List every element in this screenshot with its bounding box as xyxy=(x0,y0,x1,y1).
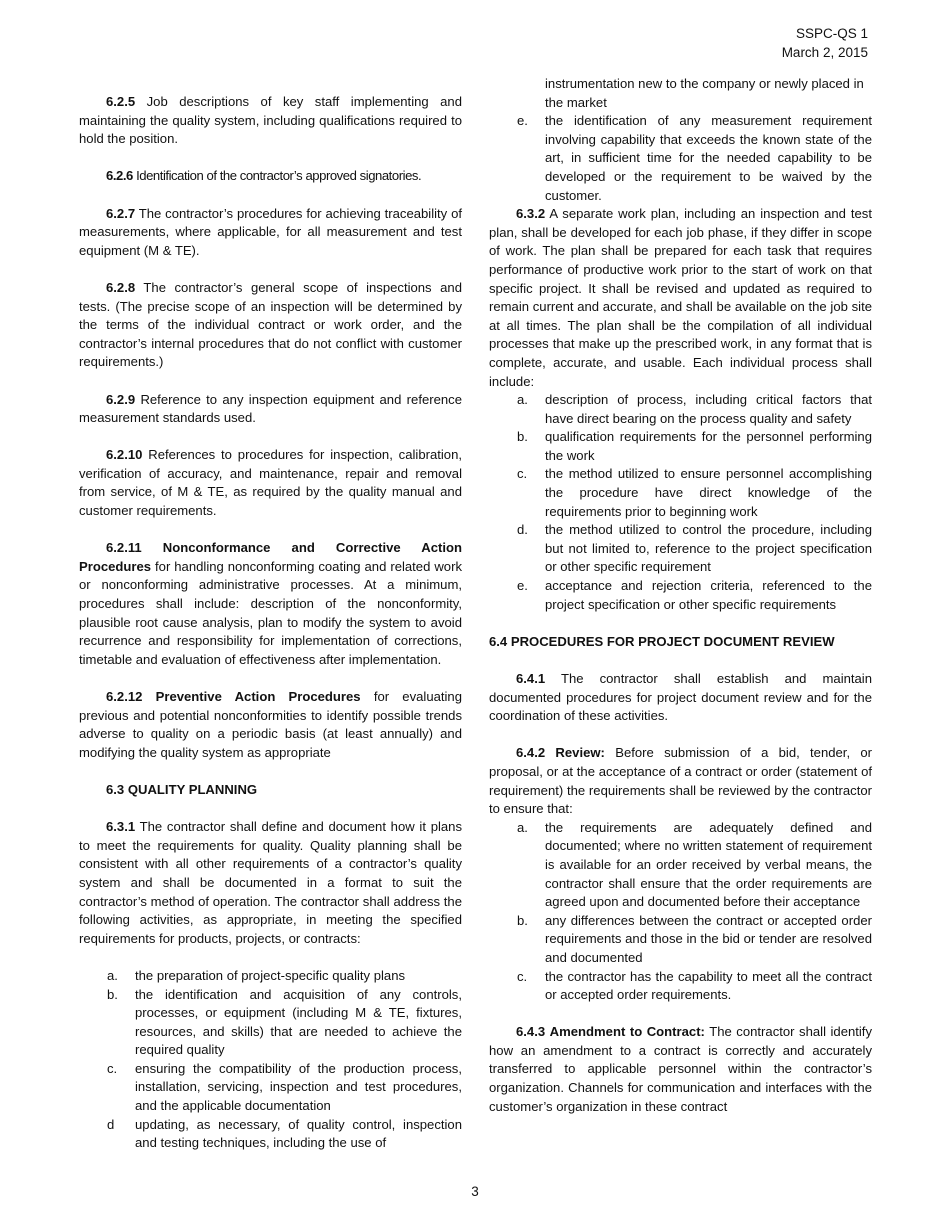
list-6-3-1-continued xyxy=(489,112,872,205)
page-header xyxy=(782,24,868,62)
list-item-continuation: instrumentation new to the company or newly placed in the market xyxy=(545,76,864,110)
paragraph-6-2-6: 6.2.6 Identification of the contractor’s approved signatories. xyxy=(106,168,422,184)
document-date: March 2, 2015 xyxy=(781,45,868,60)
paragraph-6-2-9: 6.2.9 Reference to any inspection equipment and reference measurement standards used. xyxy=(79,391,462,426)
paragraph-6-2-5: 6.2.5 Job descriptions of key staff implementing and maintaining the quality system, including qualifications required to hold the position. xyxy=(79,94,462,147)
list-item: e. the identification of any measurement requirement involving capability that exceeds the known state of the art, in sufficient time for the needed capability to be developed or the requirement to be waived by the customer. xyxy=(517,113,872,203)
paragraph-6-2-12: 6.2.12 Preventive Action Procedures for evaluating previous and potential nonconformities to identify possible trends adverse to quality on a periodic basis (at least annually) and modifying the quality system as appropriate xyxy=(79,689,463,760)
list-6-3-1 xyxy=(79,967,462,1153)
list-item: b. any differences between the contract or accepted order requirements and those in the bid or tender are resolved and documented xyxy=(517,912,872,965)
list-6-4-2 xyxy=(489,819,872,1005)
paragraph-6-4-3: 6.4.3 Amendment to Contract: The contractor shall identify how an amendment to a contract is correctly and accurately transferred to applicable personnel within the contractor’s organization. Channels for communication and interfaces with the customer’s organization in these contract xyxy=(489,1024,872,1114)
list-item: d. the method utilized to control the procedure, including but not limited to, reference to the project specification or other specific requirement xyxy=(517,522,872,575)
paragraph-6-2-7: 6.2.7 The contractor’s procedures for achieving traceability of measurements, where applicable, for all measurement and test equipment (M & TE). xyxy=(79,205,462,258)
paragraph-6-2-11: 6.2.11 Nonconformance and Corrective Action Procedures for handling nonconforming coating and related work or nonconforming administrative processes. At a minimum, procedures shall include: description of the nonconformity, plausible root cause analysis, plan to modify the system to avoid recurrence and responsibility for implementation of corrections, timetable and evaluation of effectiveness after implementation. xyxy=(79,540,462,667)
right-column xyxy=(489,75,872,1135)
paragraph-6-2-8: 6.2.8 The contractor’s general scope of inspections and tests. (The precise scope of an inspection will be determined by the terms of the individual contract or work order, and the contractor’s internal procedures that do not conflict with customer requirements.) xyxy=(79,279,462,370)
paragraph-6-3-1: 6.3.1 The contractor shall define and document how it plans to meet the requirements for quality. Quality planning shall be consistent with all other requirements of a contractor’s quality system and shall be documented in a format to suit the contractor’s method of operation. The contractor shall address the following activities, as appropriate, in meeting the specified requirements for products, projects, or contracts: xyxy=(79,819,462,946)
document-id: SSPC-QS 1 xyxy=(795,26,868,41)
list-item: a. the requirements are adequately defined and documented; where no written statement of requirement is available for an order received by verbal means, the contractor shall ensure that the order requirements are agreed upon and documented before their acceptance xyxy=(517,819,872,910)
list-6-3-2 xyxy=(489,391,872,614)
section-heading-6-4: 6.4 PROCEDURES FOR PROJECT DOCUMENT REVIEW xyxy=(489,633,835,649)
list-item: b. the identification and acquisition of any controls, processes, or equipment (including M & TE, fixtures, resources, and skills) that are needed to achieve the required quality xyxy=(107,986,462,1058)
paragraph-6-4-2: 6.4.2 Review: Before submission of a bid, tender, or proposal, or at the acceptance of a contract or order (statement of requirement) the requirements shall be reviewed by the contractor to ensure that: xyxy=(489,745,873,817)
list-item: c. the method utilized to ensure personnel accomplishing the procedure have direct knowledge of the requirements prior to beginning work xyxy=(517,466,872,519)
list-item: c. ensuring the compatibility of the production process, installation, servicing, inspection and test procedures, and the applicable documentation xyxy=(107,1060,462,1114)
paragraph-6-4-1: 6.4.1 The contractor shall establish and maintain documented procedures for project document review and for the coordination of these activities. xyxy=(489,671,872,724)
list-item: d updating, as necessary, of quality control, inspection and testing techniques, including the use of xyxy=(107,1116,462,1151)
left-column xyxy=(79,75,462,1153)
page-number: 3 xyxy=(471,1184,479,1199)
list-item: b. qualification requirements for the personnel performing the work xyxy=(517,429,872,463)
list-item: c. the contractor has the capability to meet all the contract or accepted order requirements. xyxy=(517,968,872,1003)
paragraph-6-3-2: 6.3.2 A separate work plan, including an inspection and test plan, shall be developed for each job phase, if they differ in scope of work. The plan shall be prepared for each task that requires performance of productive work prior to the start of work on that specific project. It shall be revised and updated as required to remain current and accurate, and shall be available on the job site at all times. The plan shall be the compilation of all individual processes that make up the prescribed work, in any format that is complete, accurate, and usable. Each individual process shall include: xyxy=(489,206,872,389)
list-item: a. description of process, including critical factors that have direct bearing on the process quality and safety xyxy=(517,392,872,426)
section-heading-6-3: 6.3 QUALITY PLANNING xyxy=(106,781,258,797)
list-item: e. acceptance and rejection criteria, referenced to the project specification or other specific requirements xyxy=(517,578,872,612)
list-item: a. the preparation of project-specific quality plans xyxy=(107,967,406,983)
paragraph-6-2-10: 6.2.10 References to procedures for inspection, calibration, verification of accuracy, and maintenance, repair and removal from service, of M & TE, as required by the quality manual and customer requirements. xyxy=(79,447,463,519)
